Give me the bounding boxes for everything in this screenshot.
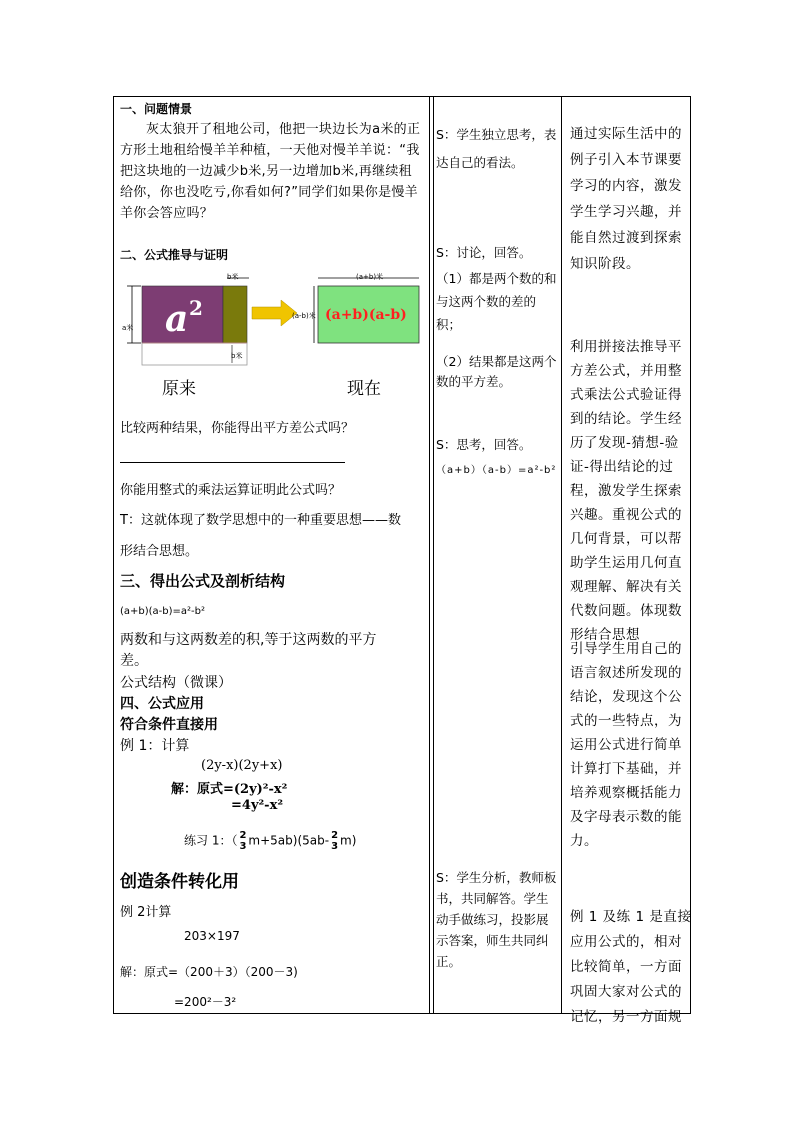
b-top-label: b米 — [227, 273, 239, 281]
fraction-two-thirds: 2 3 — [331, 830, 339, 852]
direct-use-title: 符合条件直接用 — [120, 717, 218, 733]
solution-step-2: =4y²-x² — [231, 798, 284, 813]
a-side-label: a米 — [122, 324, 134, 332]
create-condition-title: 创造条件转化用 — [120, 872, 239, 892]
practice-1-label: 练习 1：（ — [184, 833, 238, 848]
design-intent-1: 通过实际生活中的例子引入本节课要学习的内容，激发学生学习兴趣，并能自然过渡到探索知识阶段。 — [570, 126, 682, 272]
formula-structure: 公式结构（微课） — [120, 675, 232, 691]
section-title-4: 四、公式应用 — [120, 696, 204, 712]
area-diagram — [119, 269, 429, 404]
compare-question: 比较两种结果，你能得出平方差公式吗？ — [120, 421, 355, 436]
section-title-2: 二、公式推导与证明 — [120, 248, 229, 262]
a-squared-exp: 2 — [189, 296, 203, 320]
product-text: (a+b)(a-b) — [325, 307, 407, 323]
b-strip — [223, 286, 247, 343]
column-divider — [429, 97, 430, 1013]
practice-1 — [184, 830, 356, 852]
ab-label: (a+b)米 — [356, 273, 384, 281]
example-2-solution: 解：原式=（200＋3）（200－3) — [120, 965, 298, 979]
example-1-expression: (2y-x)(2y+x) — [201, 758, 283, 773]
column-divider — [433, 97, 434, 1013]
section-title-3: 三、得出公式及剖析结构 — [120, 572, 286, 590]
example-2-expression: 203×197 — [184, 929, 240, 943]
problem-text: 灰太狼开了租地公司，他把一块边长为a米的正方形土地租给慢羊羊种植，一天他对慢羊羊说：“我把这块地的一边减少b米,另一边增加b米,再继续租给你，你也没吃亏,你看如何?”同学们如果你是慢羊羊你会答应吗？ — [120, 122, 421, 221]
b-bottom-label: b米 — [231, 352, 243, 360]
design-intent-4: 例 1 及练 1 是直接应用公式的，相对比较简单，一方面巩固大家对公式的记忆，另一方面规 — [570, 909, 692, 1025]
fraction-two-thirds: 2 3 — [239, 830, 247, 852]
student-activity-2: S：讨论，回答。 — [436, 245, 532, 260]
student-activity-5: S：思考，回答。 — [436, 437, 532, 452]
after-caption: 现在 — [347, 379, 381, 399]
proof-question: 你能用整式的乘法运算证明此公式吗？ — [120, 483, 342, 498]
amb-label: (a-b)米 — [292, 312, 316, 320]
practice-1-middle: m+5ab)(5ab- — [248, 833, 330, 848]
design-intent-2: 利用拼接法推导平方差公式，并用整式乘法公式验证得到的结论。学生经历了发现-猜想-验证-得出结论的过程，激发学生探索兴趣。重视公式的几何背景，可以帮助学生运用几何直观理解、解决有关代数问题。体现数形结合思想 — [570, 339, 682, 643]
solution-step-1: 原式=(2y)²-x² — [197, 782, 288, 797]
before-caption: 原来 — [162, 379, 196, 399]
formula-words: 两数和与这两数差的积,等于这两数的平方 — [120, 632, 377, 648]
student-activity-1: S：学生独立思考，表达自己的看法。 — [436, 127, 557, 170]
solution-prefix: 解： — [171, 782, 198, 797]
column-divider — [561, 97, 562, 1013]
formula-words-cont: 差。 — [120, 653, 148, 669]
example-2-label: 例 2计算 — [120, 905, 172, 920]
student-activity-6: （a+b）（a-b）=a²-b² — [436, 465, 557, 476]
example-1-label: 例 1：计算 — [120, 738, 190, 754]
t-statement: T：这就体现了数学思想中的一种重要思想——数 — [120, 513, 401, 528]
student-activity-4: （2）结果都是这两个数的平方差。 — [436, 354, 557, 389]
design-intent-3: 引导学生用自己的语言叙述所发现的结论，发现这个公式的一些特点，为运用公式进行简单计算打下基础，并培养观察概括能力及字母表示数的能力。 — [570, 641, 682, 849]
t-statement-cont: 形结合思想。 — [120, 544, 199, 559]
answer-line — [120, 462, 345, 463]
formula: (a+b)(a-b)=a²-b² — [120, 606, 206, 617]
section-title-1: 一、问题情景 — [120, 102, 193, 116]
a-squared-base: a — [165, 298, 189, 340]
example-2-solution-2: =200²－3² — [174, 995, 237, 1009]
arrow-icon — [252, 300, 297, 326]
student-activity-3: （1）都是两个数的和与这两个数的差的积； — [436, 271, 557, 332]
lesson-table — [113, 96, 692, 1025]
example-1-solution — [171, 778, 287, 797]
practice-1-end: m) — [340, 833, 357, 848]
student-activity-7: S：学生分析，教师板书，共同解答。学生动手做练习，投影展示答案，师生共同纠正。 — [436, 870, 557, 969]
